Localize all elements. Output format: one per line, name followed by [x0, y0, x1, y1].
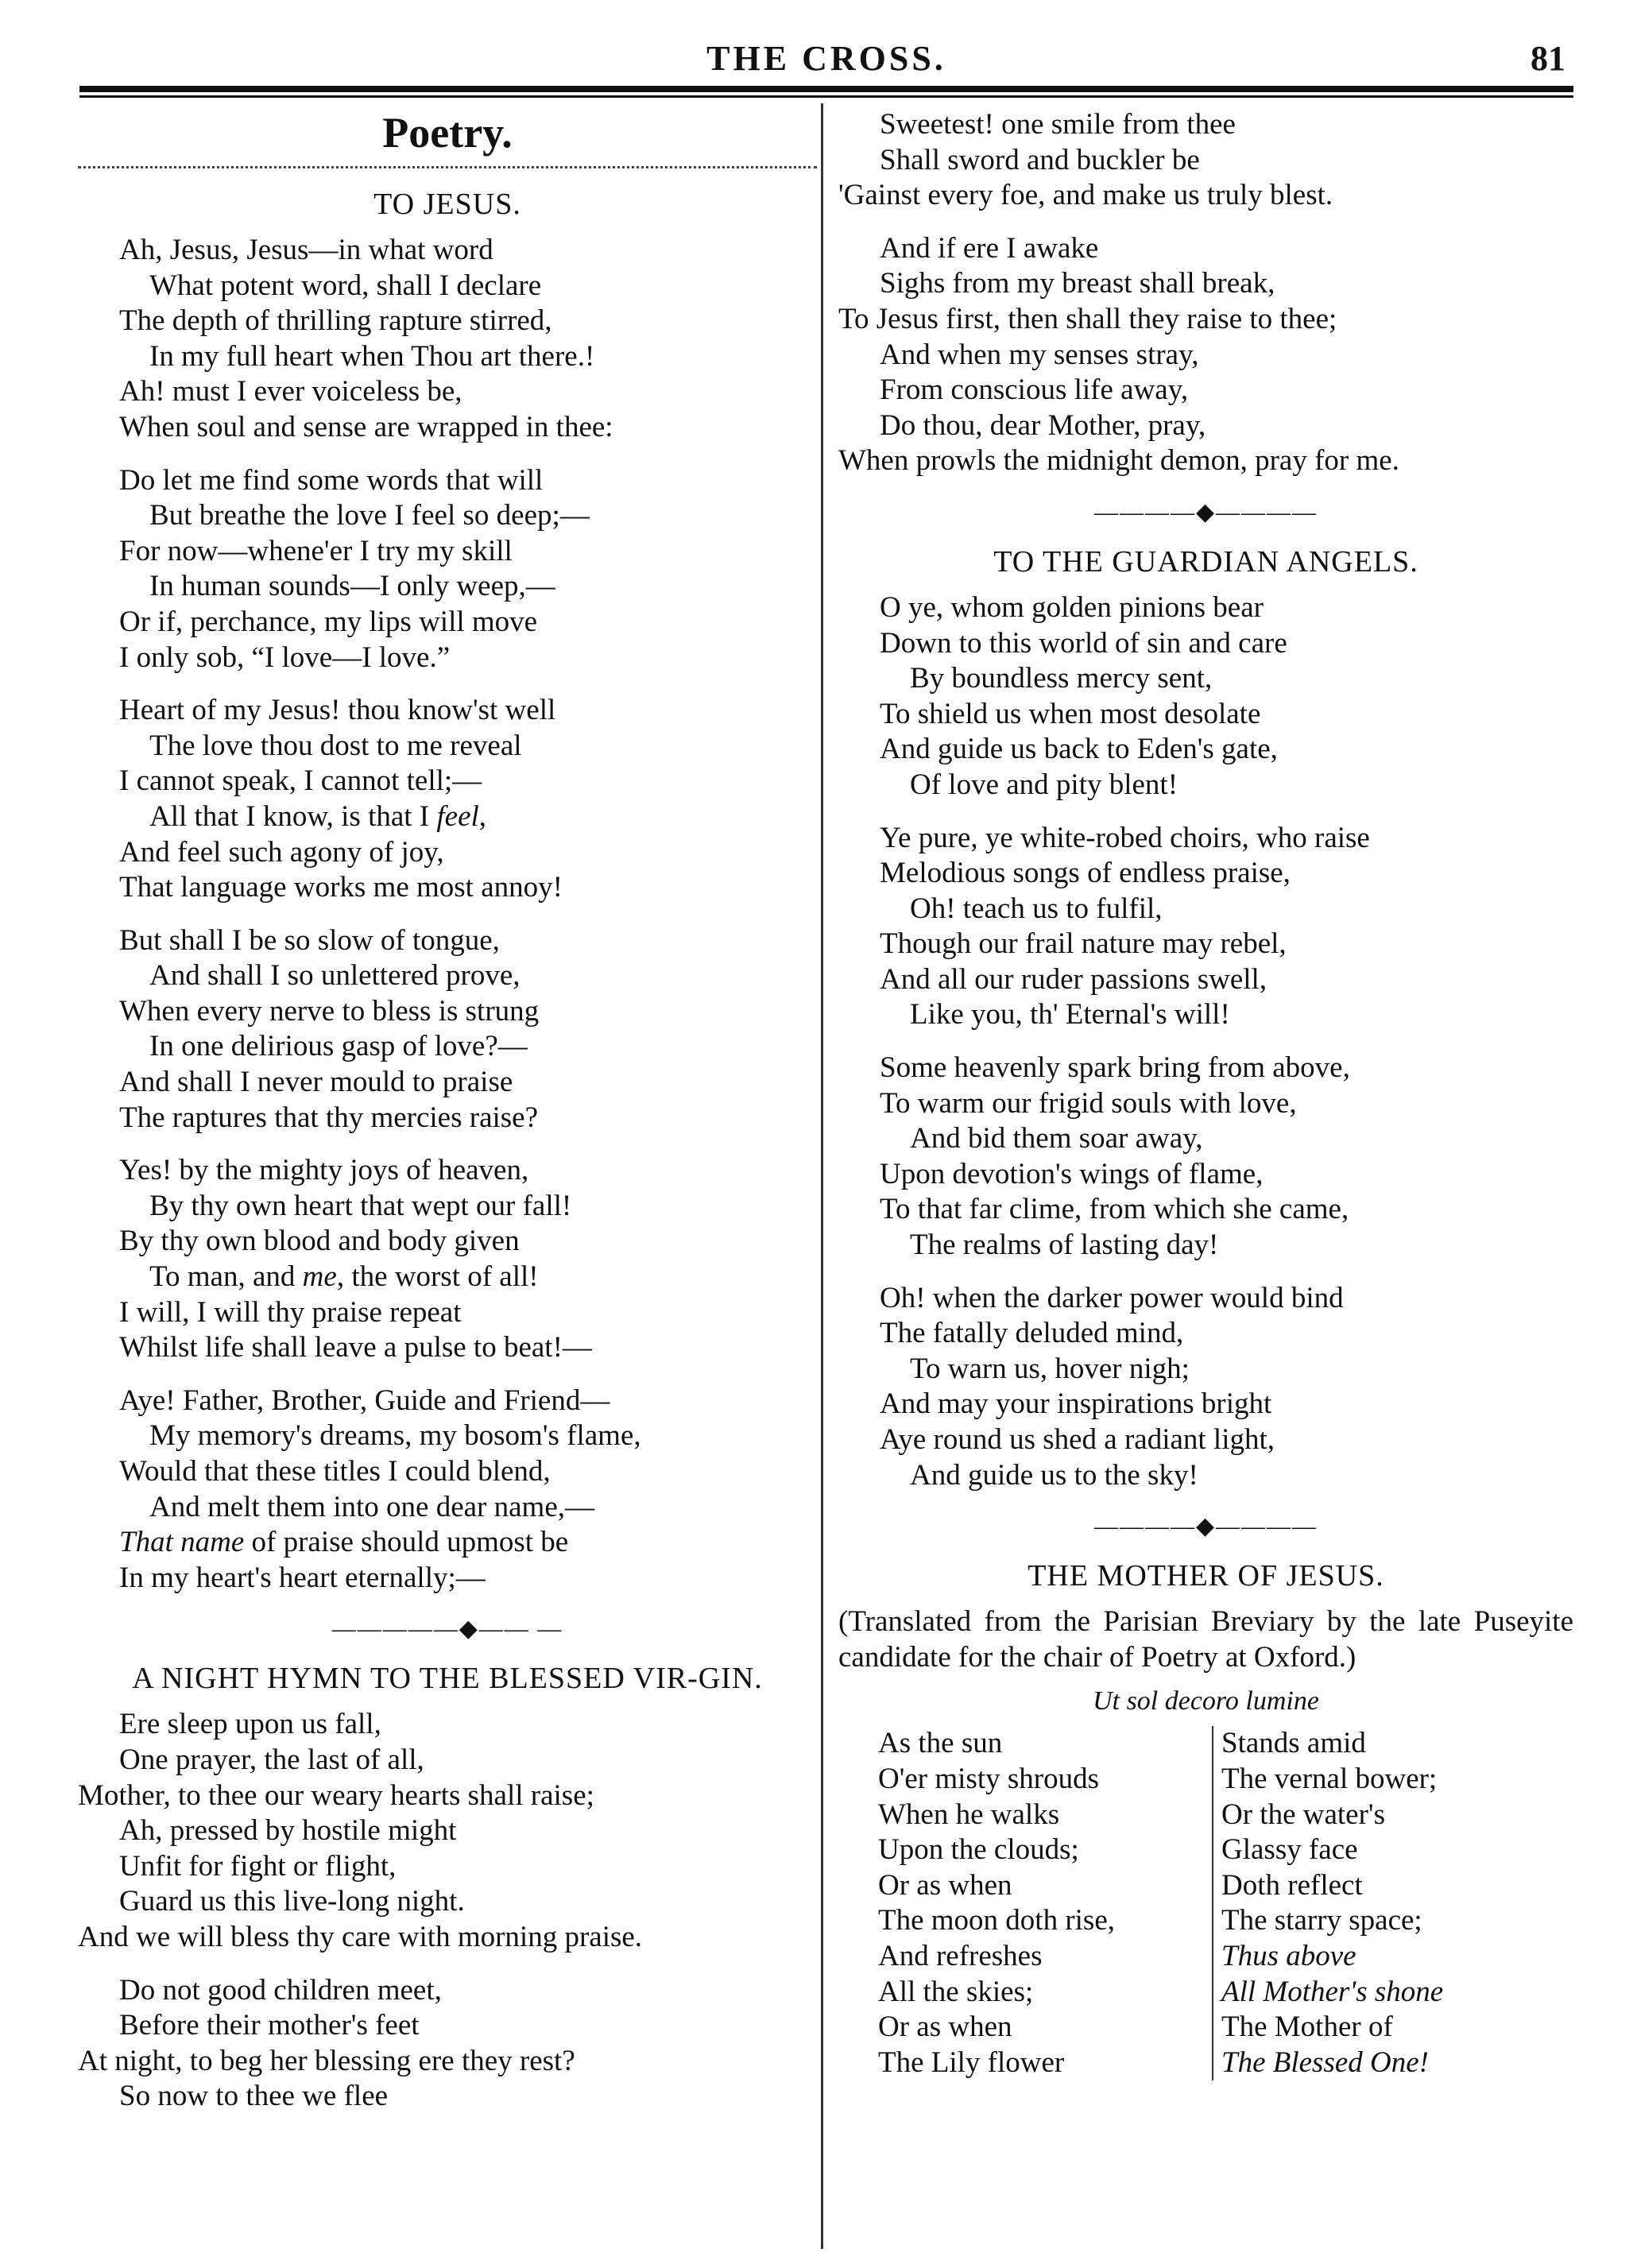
verse-line: Aye round us shed a radiant light, [880, 1423, 1275, 1456]
verse-text: All that I know, is that I [149, 799, 437, 833]
verse-line: Oh! when the darker power would bind [880, 1281, 1344, 1314]
verse-line: Aye! Father, Brother, Guide and Friend— [119, 1384, 610, 1417]
verse-line: Thus above [1221, 1939, 1356, 1972]
verse-line: In human sounds—I only weep,— [149, 570, 555, 603]
verse-line: One prayer, the last of all, [119, 1743, 424, 1776]
verse-line [78, 1525, 817, 1561]
verse-line: Or as when [878, 1868, 1012, 1902]
verse-line: Oh! teach us to fulfil, [910, 892, 1163, 925]
verse-line: In my heart's heart eternally;— [119, 1561, 486, 1594]
column-divider [821, 103, 823, 2249]
verse-column-b [1212, 1726, 1443, 2080]
stanza [838, 107, 1573, 214]
verse-line: Stands amid [1221, 1727, 1366, 1760]
verse-line: To warm our frigid souls with love, [880, 1086, 1297, 1120]
section-heading: Poetry. [382, 109, 513, 157]
verse-line: And we will bless thy care with morning praise. [78, 1920, 643, 1953]
verse-line: I only sob, “I love—I love.” [119, 641, 451, 674]
verse-line: Ah, Jesus, Jesus—in what word [119, 234, 493, 266]
verse-line: To Jesus first, then shall they raise to thee; [838, 302, 1337, 335]
verse-line: And guide us to the sky! [910, 1458, 1198, 1492]
stanza [78, 1973, 817, 2115]
verse-line: I cannot speak, I cannot tell;— [119, 764, 482, 798]
verse-line: When every nerve to bless is strung [119, 994, 540, 1028]
verse-line: The fatally deluded mind, [880, 1317, 1184, 1350]
verse-text: To man, and [149, 1260, 303, 1294]
stanza [838, 1281, 1573, 1494]
poem-title: A NIGHT HYMN TO THE BLESSED VIR-GIN. [132, 1662, 763, 1696]
verse-line: Whilst life shall leave a pulse to beat!— [119, 1331, 592, 1364]
verse-line: Shall sword and buckler be [880, 143, 1200, 176]
verse-line: So now to thee we flee [119, 2080, 389, 2113]
stanza [78, 463, 817, 676]
verse-line: Sighs from my breast shall break, [880, 267, 1275, 300]
verse-line: Glassy face [1221, 1833, 1358, 1867]
left-column [78, 107, 817, 2132]
verse-line: All Mother's shone [1221, 1975, 1444, 2008]
verse-line: Melodious songs of endless praise, [880, 857, 1291, 890]
stanza [838, 590, 1573, 803]
verse-line: And when my senses stray, [880, 338, 1199, 371]
stanza [78, 233, 817, 446]
running-title: THE CROSS. [706, 39, 946, 78]
verse-column-a [838, 1726, 1212, 2080]
verse-line: And melt them into one dear name,— [149, 1490, 594, 1523]
verse-line: The love thou dost to me reveal [149, 729, 522, 762]
verse-line: Some heavenly spark bring from above, [880, 1051, 1350, 1085]
verse-line: Yes! by the mighty joys of heaven, [119, 1154, 529, 1187]
verse-line: And shall I so unlettered prove, [149, 959, 521, 993]
page-number: 81 [1531, 39, 1565, 78]
verse-line: Or the water's [1221, 1798, 1385, 1831]
stanza [838, 821, 1573, 1034]
verse-line: Or if, perchance, my lips will move [119, 605, 538, 638]
verse-line: The raptures that thy mercies raise? [119, 1101, 539, 1134]
header-rule-thin [79, 95, 1573, 98]
page-header [79, 32, 1573, 87]
verse-line: From conscious life away, [880, 373, 1189, 407]
verse-line: In one delirious gasp of love?— [149, 1030, 528, 1063]
verse-line: The Mother of [1221, 2011, 1393, 2044]
verse-line: But breathe the love I feel so deep;— [149, 499, 590, 532]
verse-line: Ye pure, ye white-robed choirs, who raise [880, 821, 1370, 854]
stanza [78, 923, 817, 1136]
verse-line: Do let me find some words that will [119, 463, 544, 497]
verse-line: All the skies; [878, 1975, 1034, 2008]
verse-emphasis: That name [119, 1526, 245, 1559]
translation-note: (Translated from the Parisian Breviary by the late Puseyite candidate for the chair of Poetry at Oxford.) [838, 1605, 1573, 1674]
verse-line: When he walks [878, 1798, 1060, 1831]
verse-line: Doth reflect [1221, 1868, 1363, 1902]
right-column [838, 107, 1573, 2080]
verse-line: Before their mother's feet [119, 2009, 420, 2042]
verse-line: The Blessed One! [1221, 2045, 1429, 2079]
verse-line: 'Gainst every foe, and make us truly blest. [838, 179, 1333, 212]
verse-line: The vernal bower; [1221, 1762, 1438, 1795]
verse-line: To shield us when most desolate [880, 697, 1261, 730]
verse-line: By thy own blood and body given [119, 1225, 520, 1258]
verse-line: Ah, pressed by hostile might [119, 1814, 457, 1848]
verse-line: As the sun [878, 1727, 1003, 1760]
verse-text: , [478, 799, 487, 833]
verse-line: And bid them soar away, [910, 1122, 1203, 1155]
verse-line: And feel such agony of joy, [119, 835, 444, 869]
ornament-divider: ————◆———— [1093, 1513, 1318, 1540]
poem-title: THE MOTHER OF JESUS. [1027, 1559, 1384, 1593]
verse-line: The moon doth rise, [878, 1904, 1116, 1937]
stanza [78, 1153, 817, 1366]
verse-line: O'er misty shrouds [878, 1762, 1099, 1795]
verse-line: O ye, whom golden pinions bear [880, 590, 1264, 624]
stanza [78, 1707, 817, 1955]
two-column-verse [838, 1726, 1573, 2080]
verse-line: Upon the clouds; [878, 1833, 1079, 1867]
verse-line: The realms of lasting day! [910, 1229, 1219, 1262]
verse-line: When prowls the midnight demon, pray for me. [838, 444, 1399, 478]
ornament-divider: ————◆———— [1093, 498, 1318, 525]
verse-line: Do thou, dear Mother, pray, [880, 408, 1206, 442]
verse-line: Though our frail nature may rebel, [880, 927, 1287, 961]
verse-line: Heart of my Jesus! thou know'st well [119, 694, 556, 727]
verse-line: But shall I be so slow of tongue, [119, 923, 500, 957]
stanza [78, 693, 817, 906]
ornament-divider: —————◆—— — [331, 1616, 563, 1643]
verse-line: When soul and sense are wrapped in thee: [119, 410, 613, 443]
verse-line: Mother, to thee our weary hearts shall raise; [78, 1778, 594, 1812]
verse-line: For now—whene'er I try my skill [119, 534, 513, 567]
verse-text: of praise should upmost be [244, 1526, 569, 1559]
poem-title: TO THE GUARDIAN ANGELS. [993, 544, 1418, 579]
verse-line: Would that these titles I could blend, [119, 1455, 551, 1488]
stanza [838, 1051, 1573, 1264]
latin-incipit: Ut sol decoro lumine [1093, 1686, 1319, 1716]
verse-line: The depth of thrilling rapture stirred, [119, 304, 552, 338]
verse-line: That language works me most annoy! [119, 871, 563, 904]
verse-line: And all our ruder passions swell, [880, 962, 1267, 996]
verse-emphasis: me [302, 1260, 337, 1294]
verse-line: Like you, th' Eternal's will! [910, 998, 1230, 1031]
stanza [78, 1384, 817, 1597]
verse-line: Guard us this live-long night. [119, 1885, 465, 1918]
verse-line: And guide us back to Eden's gate, [880, 733, 1278, 766]
verse-line: In my full heart when Thou art there.! [149, 339, 595, 373]
dotted-rule [78, 166, 817, 171]
verse-emphasis: feel [436, 799, 479, 833]
verse-line: Upon devotion's wings of flame, [880, 1157, 1264, 1190]
verse-line: Or as when [878, 2011, 1012, 2044]
verse-line [78, 1260, 817, 1295]
verse-line: The starry space; [1221, 1904, 1422, 1937]
verse-line: To warn us, hover nigh; [910, 1352, 1190, 1385]
verse-line: And refreshes [878, 1939, 1043, 1972]
verse-line: Unfit for fight or flight, [119, 1849, 397, 1883]
verse-line: The Lily flower [878, 2045, 1065, 2079]
verse-line: Sweetest! one smile from thee [880, 108, 1236, 141]
stanza [838, 231, 1573, 479]
verse-line: And if ere I awake [880, 231, 1099, 265]
verse-line: What potent word, shall I declare [149, 269, 542, 302]
verse-line: At night, to beg her blessing ere they rest? [78, 2044, 575, 2077]
verse-line: And shall I never mould to praise [119, 1066, 513, 1099]
header-rule [79, 86, 1573, 92]
verse-line: My memory's dreams, my bosom's flame, [149, 1419, 641, 1453]
verse-text: , the worst of all! [336, 1260, 539, 1294]
verse-line: By thy own heart that wept our fall! [149, 1189, 572, 1222]
verse-line: Of love and pity blent! [910, 768, 1178, 801]
verse-line: To that far clime, from which she came, [880, 1193, 1349, 1226]
verse-line: By boundless mercy sent, [910, 662, 1213, 695]
verse-line: Ah! must I ever voiceless be, [119, 375, 462, 408]
verse-line: Down to this world of sin and care [880, 626, 1287, 660]
poem-title: TO JESUS. [373, 188, 521, 221]
verse-line: And may your inspirations bright [880, 1388, 1272, 1421]
verse-line: Do not good children meet, [119, 1973, 442, 2007]
verse-line: I will, I will thy praise repeat [119, 1295, 462, 1329]
verse-line: Ere sleep upon us fall, [119, 1708, 381, 1741]
verse-line [78, 799, 817, 835]
